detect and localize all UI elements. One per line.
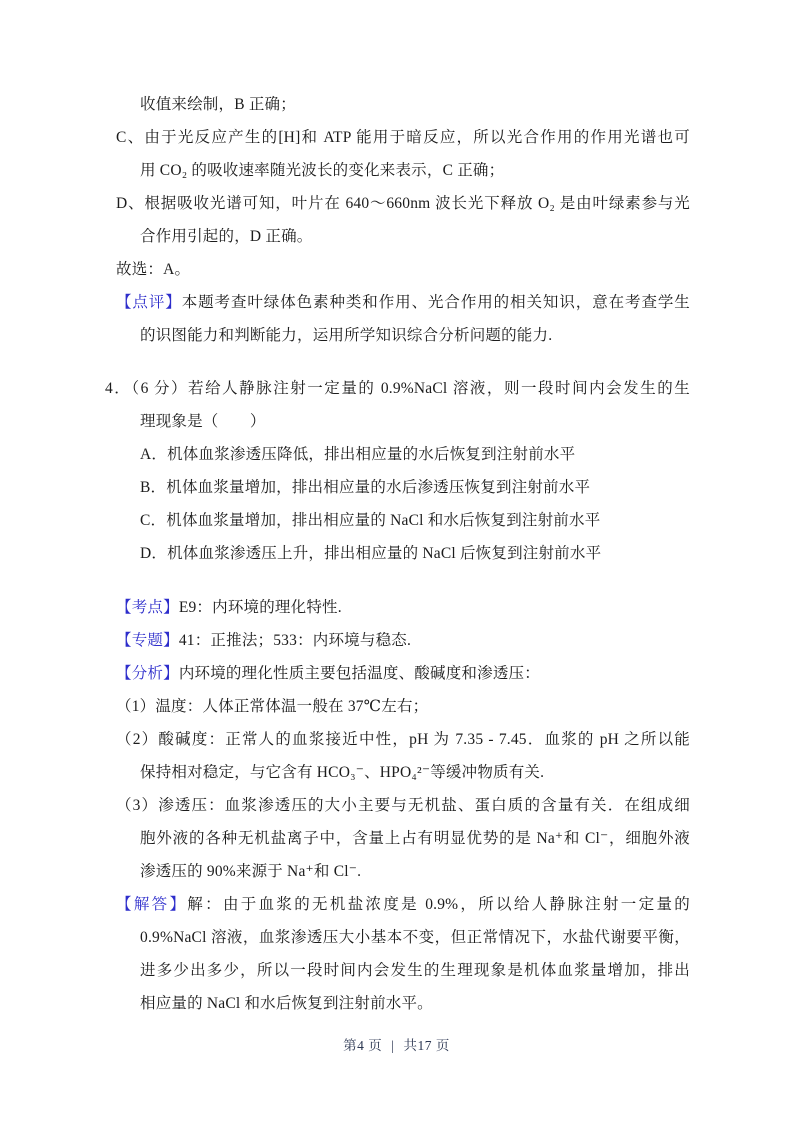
total-pages: 共17 页	[403, 1038, 450, 1053]
analysis-item-3-line-2	[0, 822, 793, 855]
option-c	[0, 504, 793, 537]
section-label: 【专题】	[116, 632, 179, 649]
text-segment: 解：由于血浆的无机盐浓度是 0.9%，所以给人静脉注射一定量的	[187, 896, 690, 913]
text-segment: 用 CO₂ 的吸收速率随光波长的变化来表示，C 正确；	[140, 162, 505, 179]
analysis-item-1	[0, 690, 793, 723]
section-label: 【点评】	[116, 294, 182, 311]
analysis-line-1	[0, 657, 793, 690]
analysis-item-2-line-2	[0, 756, 793, 789]
answer-d-line-1	[0, 187, 793, 220]
answer-choice	[0, 253, 793, 286]
solution-line-2	[0, 921, 793, 954]
option-d	[0, 537, 793, 570]
text-segment: （3）渗透压：血浆渗透压的大小主要与无机盐、蛋白质的含量有关．在组成细	[116, 797, 690, 814]
answer-b-continuation	[0, 88, 793, 121]
answer-c-line-1	[0, 121, 793, 154]
page-footer	[0, 1034, 793, 1054]
text-segment: 4．（6 分）若给人静脉注射一定量的 0.9%NaCl 溶液，则一段时间内会发生的生	[105, 380, 690, 397]
text-segment: D、根据吸收光谱可知，叶片在 640～660nm 波长光下释放 O₂ 是由叶绿素参与光	[116, 195, 690, 212]
option-b	[0, 471, 793, 504]
text-segment: 胞外液的各种无机盐离子中，含量上占有明显优势的是 Na⁺和 Cl⁻，细胞外液	[140, 830, 690, 847]
question-4-stem-line-2	[0, 405, 793, 438]
analysis-item-3-line-3	[0, 855, 793, 888]
solution-line-4	[0, 987, 793, 1020]
text-segment: 合作用引起的，D 正确。	[140, 228, 313, 245]
text-segment: 故选：A。	[116, 261, 191, 278]
section-label: 【考点】	[116, 599, 179, 616]
page-number: 第4 页	[343, 1038, 383, 1053]
text-segment: （1）温度：人体正常体温一般在 37℃左右；	[116, 698, 429, 715]
text-segment: D．机体血浆渗透压上升，排出相应量的 NaCl 后恢复到注射前水平	[140, 545, 602, 562]
text-segment: C．机体血浆量增加，排出相应量的 NaCl 和水后恢复到注射前水平	[140, 512, 601, 529]
text-segment: 内环境的理化性质主要包括温度、酸碱度和渗透压：	[178, 665, 540, 682]
text-segment: 收值来绘制，B 正确；	[140, 96, 296, 113]
analysis-item-3-line-1	[0, 789, 793, 822]
section-label: 【分析】	[116, 665, 179, 682]
text-segment: 本题考查叶绿体色素种类和作用、光合作用的相关知识，意在考查学生	[181, 294, 690, 311]
footer-separator: |	[391, 1038, 395, 1053]
text-segment: 41：正推法；533：内环境与稳态.	[178, 632, 412, 649]
text-segment: 0.9%NaCl 溶液，血浆渗透压大小基本不变，但正常情况下，水盐代谢要平衡，	[140, 929, 690, 946]
answer-c-line-2	[0, 154, 793, 187]
exam-point-line	[0, 591, 793, 624]
text-segment: 理现象是（ ）	[140, 413, 266, 430]
topic-line	[0, 624, 793, 657]
section-label: 【解答】	[116, 896, 188, 913]
option-a	[0, 438, 793, 471]
text-segment: 进多少出多少，所以一段时间内会发生的生理现象是机体血浆量增加，排出	[140, 962, 690, 979]
comment-line-2	[0, 319, 793, 352]
text-segment: 相应量的 NaCl 和水后恢复到注射前水平。	[140, 995, 433, 1012]
text-segment: 渗透压的 90%来源于 Na⁺和 Cl⁻.	[140, 863, 362, 880]
answer-d-line-2	[0, 220, 793, 253]
text-segment: C、由于光反应产生的[H]和 ATP 能用于暗反应，所以光合作用的作用光谱也可	[116, 129, 690, 146]
solution-line-3	[0, 954, 793, 987]
text-segment: 的识图能力和判断能力，运用所学知识综合分析问题的能力.	[140, 327, 553, 344]
text-segment: 保持相对稳定，与它含有 HCO₃⁻、HPO₄²⁻等缓冲物质有关.	[140, 764, 545, 781]
text-segment: （2）酸碱度：正常人的血浆接近中性，pH 为 7.35 - 7.45．血浆的 pH 之所以能	[116, 731, 690, 748]
text-segment: E9：内环境的理化特性.	[178, 599, 342, 616]
analysis-item-2-line-1	[0, 723, 793, 756]
question-4-stem-line-1	[0, 372, 793, 405]
solution-line-1	[0, 888, 793, 921]
comment-line-1	[0, 286, 793, 319]
text-segment: A．机体血浆渗透压降低，排出相应量的水后恢复到注射前水平	[140, 446, 576, 463]
text-segment: B．机体血浆量增加，排出相应量的水后渗透压恢复到注射前水平	[140, 479, 591, 496]
